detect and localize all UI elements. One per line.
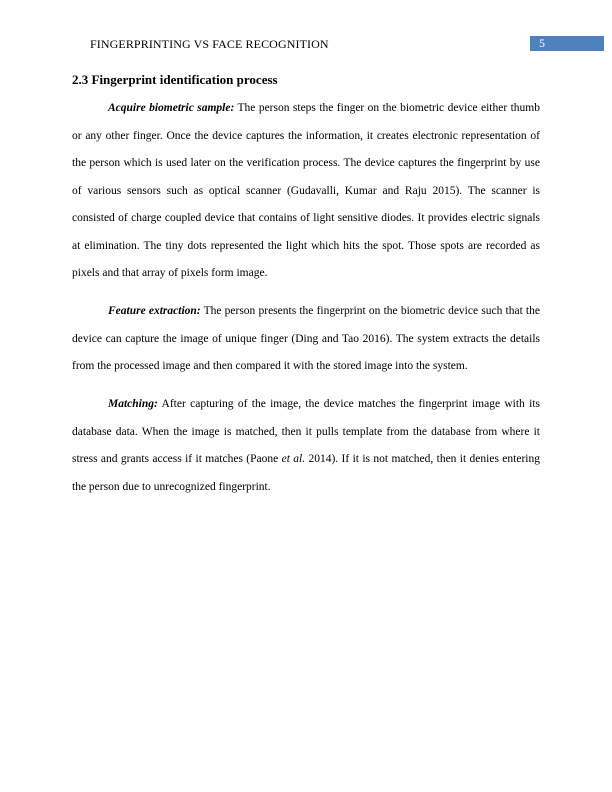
page-number-box — [530, 36, 604, 51]
paragraph-lead: Feature extraction: — [108, 305, 201, 317]
paragraph-acquire-biometric-sample — [72, 95, 540, 288]
paragraph-text: The person presents the fingerprint on the biometric device such that the device can capture the image of unique finger (Ding and Tao 2016). The system extracts the details from the processed image and then compared it with the stored image into the system. — [72, 305, 540, 372]
section-heading: 2.3 Fingerprint identification process — [72, 72, 278, 87]
paragraph-feature-extraction — [72, 298, 540, 381]
paragraph-matching — [72, 391, 540, 501]
page-number: 5 — [539, 36, 545, 50]
running-head: FINGERPRINTING VS FACE RECOGNITION — [90, 37, 329, 51]
paragraph-text: 2014). If it is not matched, then it denies entering the person due to unrecognized fingerprint. — [72, 453, 540, 493]
paragraph-text: The person steps the finger on the biometric device either thumb or any other finger. Once the device captures the information, it creates electronic representation of the person which is used later on the verification process. The device captures the fingerprint by use of various sensors such as optical scanner (Gudavalli, Kumar and Raju 2015). The scanner is consisted of charge coupled device that contains of light sensitive diodes. It provides electric signals at elimination. The tiny dots represented the light which hits the spot. Those spots are recorded as pixels and that array of pixels form image. — [72, 102, 540, 279]
paragraph-lead: Matching: — [108, 398, 158, 410]
citation-et-al: et al. — [281, 453, 306, 465]
paragraph-text: After capturing of the image, the device matches the fingerprint image with its database data. When the image is matched, then it pulls template from the database from where it stress and grants access if it matches (Paone — [72, 398, 540, 465]
paragraph-lead: Acquire biometric sample: — [108, 102, 235, 114]
